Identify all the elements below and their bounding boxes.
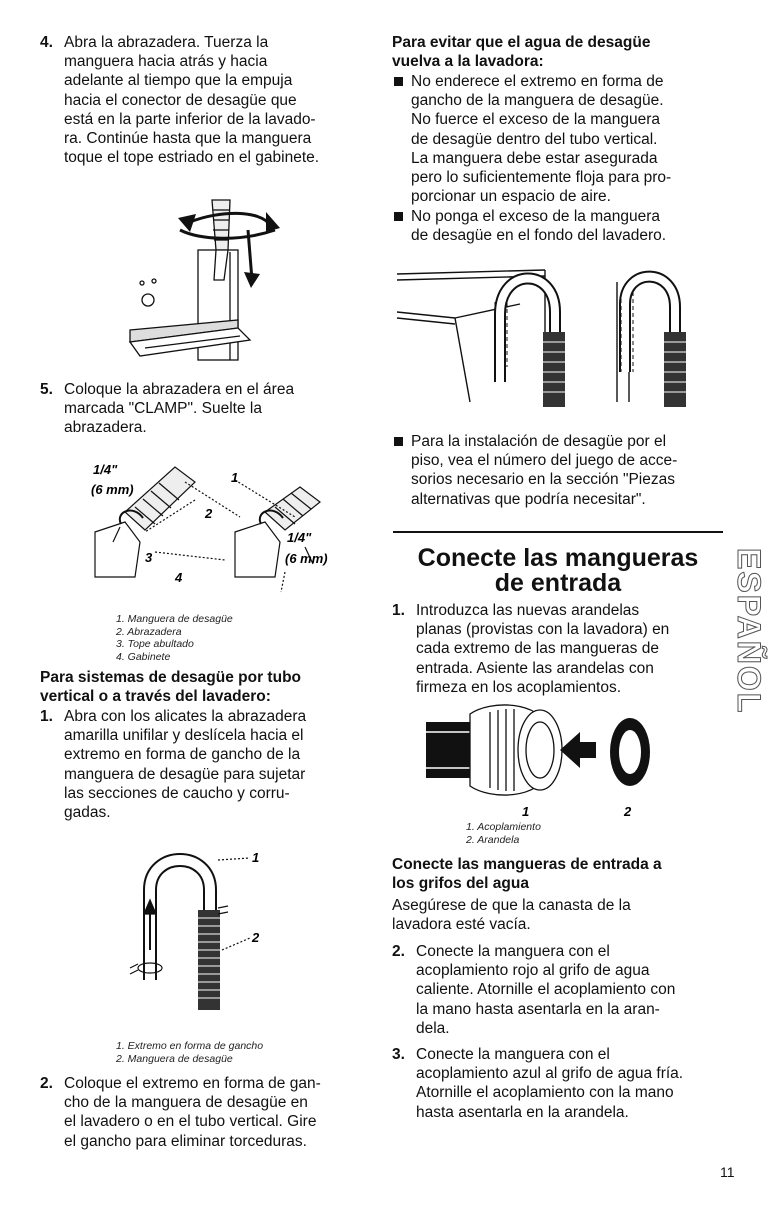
step-2-right-number: 2. (392, 943, 405, 960)
fig5-number-2: 2 (624, 804, 632, 819)
step-2-left-text: Coloque el extremo en forma de gan- cho de la manguera de desagüe en el lavadero o en el tubo vertical. Gire el gancho para eliminar torceduras. (64, 1075, 321, 1150)
clamp-placement-illustration (85, 452, 345, 612)
standpipe-heading: Para sistemas de desagüe por tubo vertical o a través del lavadero: (40, 669, 302, 705)
side-tab-label: ESPAÑOL (731, 548, 767, 715)
fig5-caption: 1. Acoplamiento 2. Arandela (466, 821, 541, 846)
step-2-right-text: Conecte la manguera con el acoplamiento rojo al grifo de agua caliente. Atornille el acoplamiento con la mano hasta asentarla en la aran- dela. (416, 943, 676, 1037)
step-5-text: Coloque la abrazadera en el área marcada "CLAMP". Suelte la abrazadera. (64, 381, 295, 437)
step-1-right-number: 1. (392, 602, 405, 619)
fig2-number-2: 2 (205, 506, 213, 521)
tub-standpipe-illustration (395, 262, 715, 412)
step-1-left-number: 1. (40, 708, 53, 725)
bullet-2-marker (394, 212, 403, 221)
fig2-number-4: 4 (175, 570, 183, 585)
language-side-tab (733, 548, 767, 748)
fig5-number-1: 1 (522, 804, 530, 819)
empty-basket-note: Asegúrese de que la canasta de la lavadora esté vacía. (392, 897, 631, 934)
fig2-label-a2: (6 mm) (91, 482, 134, 497)
section-divider (393, 531, 723, 533)
fig3-number-2: 2 (252, 930, 260, 945)
step-4-text: Abra la abrazadera. Tuerza la manguera hacia atrás y hacia adelante al tiempo que la empuja hacia el conector de desagüe que está en la parte inferior de la lavado- ra. Continúe hasta que la manguera toque el tope estriado en el gabinete. (64, 34, 320, 167)
backflow-heading: Para evitar que el agua de desagüe vuelva a la lavadora: (392, 34, 651, 70)
bullet-1-marker (394, 77, 403, 86)
page-number: 11 (720, 1164, 735, 1180)
fig2-label-a: 1/4" (93, 462, 118, 477)
step-5-number: 5. (40, 381, 53, 398)
fig2-number-3: 3 (145, 550, 153, 565)
hose-twist-illustration (120, 170, 300, 370)
fig2-caption: 1. Manguera de desagüe 2. Abrazadera 3. Tope abultado 4. Gabinete (116, 613, 233, 663)
fig3-caption: 1. Extremo en forma de gancho 2. Manguera de desagüe (116, 1040, 264, 1065)
fig3-number-1: 1 (252, 850, 260, 865)
step-3-right-text: Conecte la manguera con el acoplamiento azul al grifo de agua fría. Atornille el acoplamiento con la mano hasta asentarla en la arandela. (416, 1046, 684, 1121)
fig2-label-b: 1/4" (287, 530, 312, 545)
step-4-number: 4. (40, 34, 53, 51)
bullet-3-text: Para la instalación de desagüe por el piso, vea el número del juego de acce- sorios necesario en la sección "Piezas alternativas que podría necesitar". (411, 433, 678, 508)
faucet-heading: Conecte las mangueras de entrada a los grifos del agua (392, 856, 662, 892)
hook-hose-illustration (110, 840, 280, 1030)
coupling-washer-illustration (420, 700, 660, 820)
fig2-label-b2: (6 mm) (285, 551, 328, 566)
step-1-right-text: Introduzca las nuevas arandelas planas (provistas con la lavadora) en cada extremo de las mangueras de entrada. Asiente las arandelas con firmeza en los acoplamientos. (416, 602, 670, 696)
section-title: Conecte las mangueras de entrada (417, 544, 699, 597)
fig2-number-1: 1 (231, 470, 239, 485)
step-3-right-number: 3. (392, 1046, 405, 1063)
bullet-1-text: No enderece el extremo en forma de gancho de la manguera de desagüe. No fuerce el exceso de la manguera de desagüe dentro del tubo vertical. La manguera debe estar asegurada pero lo suficientemente floja para pro- porcionar un espacio de aire. (411, 73, 672, 206)
bullet-2-text: No ponga el exceso de la manguera de desagüe en el fondo del lavadero. (411, 208, 667, 245)
bullet-3-marker (394, 437, 403, 446)
step-1-left-text: Abra con los alicates la abrazadera amarilla unifilar y deslícela hacia el extremo en forma de gancho de la manguera de desagüe para sujetar las secciones de caucho y corru- gadas. (64, 708, 307, 822)
step-2-left-number: 2. (40, 1075, 53, 1092)
